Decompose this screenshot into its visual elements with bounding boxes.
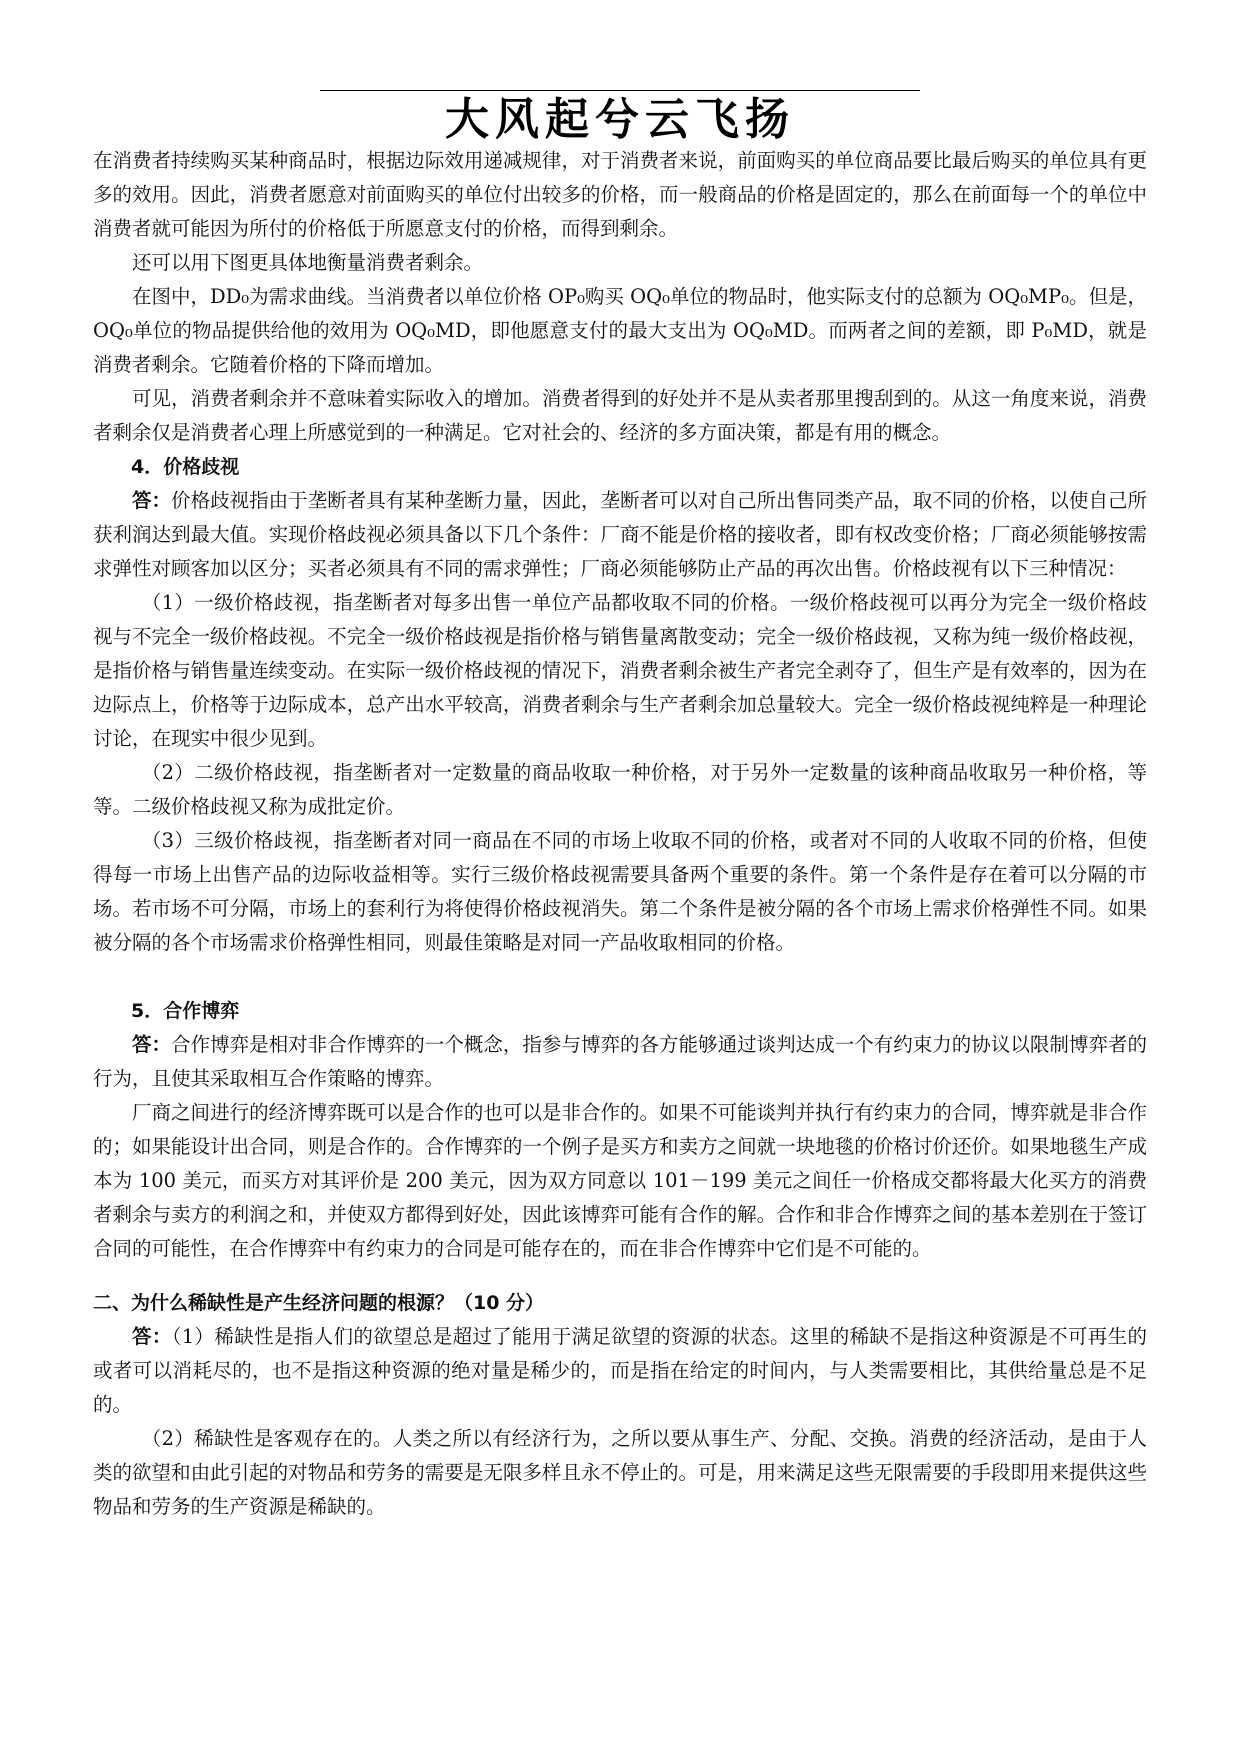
section-heading-price-discrimination: 4．价格歧视 — [131, 456, 240, 478]
paragraph — [93, 484, 1147, 586]
paragraph: 可见，消费者剩余并不意味着实际收入的增加。消费者得到的好处并不是从卖者那里搜刮到的。从这一角度来说，消费者剩余仅是消费者心理上所感觉到的一种满足。它对社会的、经济的多方面决策，都是有用的概念。 — [93, 387, 1147, 444]
paragraph: 在图中，DD₀为需求曲线。当消费者以单位价格 OP₀购买 OQ₀单位的物品时，他实际支付的总额为 OQ₀MP₀。但是，OQ₀单位的物品提供给他的效用为 OQ₀MD，即他愿意支付的最大支出为 OQ₀MD。而两者之间的差额，即 P₀MD，就是消费者剩余。它随着价格的下降而增加。 — [93, 285, 1147, 376]
paragraph — [93, 1028, 1147, 1096]
answer-label: 答： — [132, 1033, 172, 1056]
paragraph: 厂商之间进行的经济博弈既可以是合作的也可以是非合作的。如果不可能谈判并执行有约束力的合同，博弈就是非合作的；如果能设计出合同，则是合作的。合作博弈的一个例子是买方和卖方之间就一块地毯的价格讨价还价。如果地毯生产成本为 100 美元，而买方对其评价是 200 美元，因为双方同意以 101－199 美元之间任一价格成交都将最大化买方的消费者剩余与卖方的利润之和，并使双方都得到好处，因此该博弈可能有合作的解。合作和非合作博弈之间的基本差别在于签订合同的可能性，在合作博弈中有约束力的合同是可能存在的，而在非合作博弈中它们是不可能的。 — [93, 1101, 1147, 1260]
paragraph: 还可以用下图更具体地衡量消费者剩余。 — [132, 251, 484, 274]
spacer — [93, 960, 1147, 994]
paragraph: 在消费者持续购买某种商品时，根据边际效用递减规律，对于消费者来说，前面购买的单位商品要比最后购买的单位具有更多的效用。因此，消费者愿意对前面购买的单位付出较多的价格，而一般商品的价格是固定的，那么在前面每一个的单位中消费者就可能因为所付的价格低于所愿意支付的价格，而得到剩余。 — [93, 149, 1147, 240]
answer-text: 价格歧视指由于垄断者具有某种垄断力量，因此，垄断者可以对自己所出售同类产品，取不同的价格，以使自己所获利润达到最大值。实现价格歧视必须具备以下几个条件：厂商不能是价格的接收者，即有权改变价格；厂商必须能够按需求弹性对顾客加以区分；买者必须具有不同的需求弹性；厂商必须能够防止产品的再次出售。价格歧视有以下三种情况： — [93, 489, 1147, 580]
answer-text: 合作博弈是相对非合作博弈的一个概念，指参与博弈的各方能够通过谈判达成一个有约束力的协议以限制博弈者的行为，且使其采取相互合作策略的博弈。 — [93, 1033, 1147, 1090]
question-heading-scarcity: 二、为什么稀缺性是产生经济问题的根源？（10 分） — [93, 1292, 545, 1314]
answer-text: （1）稀缺性是指人们的欲望总是超过了能用于满足欲望的资源的状态。这里的稀缺不是指这种资源是不可再生的或者可以消耗尽的，也不是指这种资源的绝对量是稀少的，而是指在给定的时间内，与人类需要相比，其供给量总是不足的。 — [93, 1325, 1147, 1416]
page-header-title: 大风起兮云飞扬 — [445, 94, 795, 145]
header-rule — [320, 90, 920, 91]
answer-label: 答： — [132, 1325, 172, 1348]
paragraph: （2）稀缺性是客观存在的。人类之所以有经济行为，之所以要从事生产、分配、交换。消费的经济活动，是由于人类的欲望和由此引起的对物品和劳务的需要是无限多样且永不停止的。可是，用来满足这些无限需要的手段即用来提供这些物品和劳务的生产资源是稀缺的。 — [93, 1427, 1147, 1518]
paragraph: （3）三级价格歧视，指垄断者对同一商品在不同的市场上收取不同的价格，或者对不同的人收取不同的价格，但使得每一市场上出售产品的边际收益相等。实行三级价格歧视需要具备两个重要的条件。第一个条件是存在着可以分隔的市场。若市场不可分隔，市场上的套利行为将使得价格歧视消失。第二个条件是被分隔的各个市场上需求价格弹性不同。如果被分隔的各个市场需求价格弹性相同，则最佳策略是对同一产品收取相同的价格。 — [93, 829, 1147, 954]
section-heading-cooperative-game: 5．合作博弈 — [131, 1000, 240, 1022]
paragraph: （2）二级价格歧视，指垄断者对一定数量的商品收取一种价格，对于另外一定数量的该种商品收取另一种价格，等等。二级价格歧视又称为成批定价。 — [93, 761, 1147, 818]
paragraph: （1）一级价格歧视，指垄断者对每多出售一单位产品都收取不同的价格。一级价格歧视可以再分为完全一级价格歧视与不完全一级价格歧视。不完全一级价格歧视是指价格与销售量离散变动；完全一级价格歧视，又称为纯一级价格歧视，是指价格与销售量连续变动。在实际一级价格歧视的情况下，消费者剩余被生产者完全剥夺了，但生产是有效率的，因为在边际点上，价格等于边际成本，总产出水平较高，消费者剩余与生产者剩余加总量较大。完全一级价格歧视纯粹是一种理论讨论，在现实中很少见到。 — [93, 591, 1147, 750]
paragraph — [93, 1320, 1147, 1422]
spacer — [93, 1266, 1147, 1286]
document-body — [93, 144, 1147, 1524]
answer-label: 答： — [132, 489, 172, 512]
